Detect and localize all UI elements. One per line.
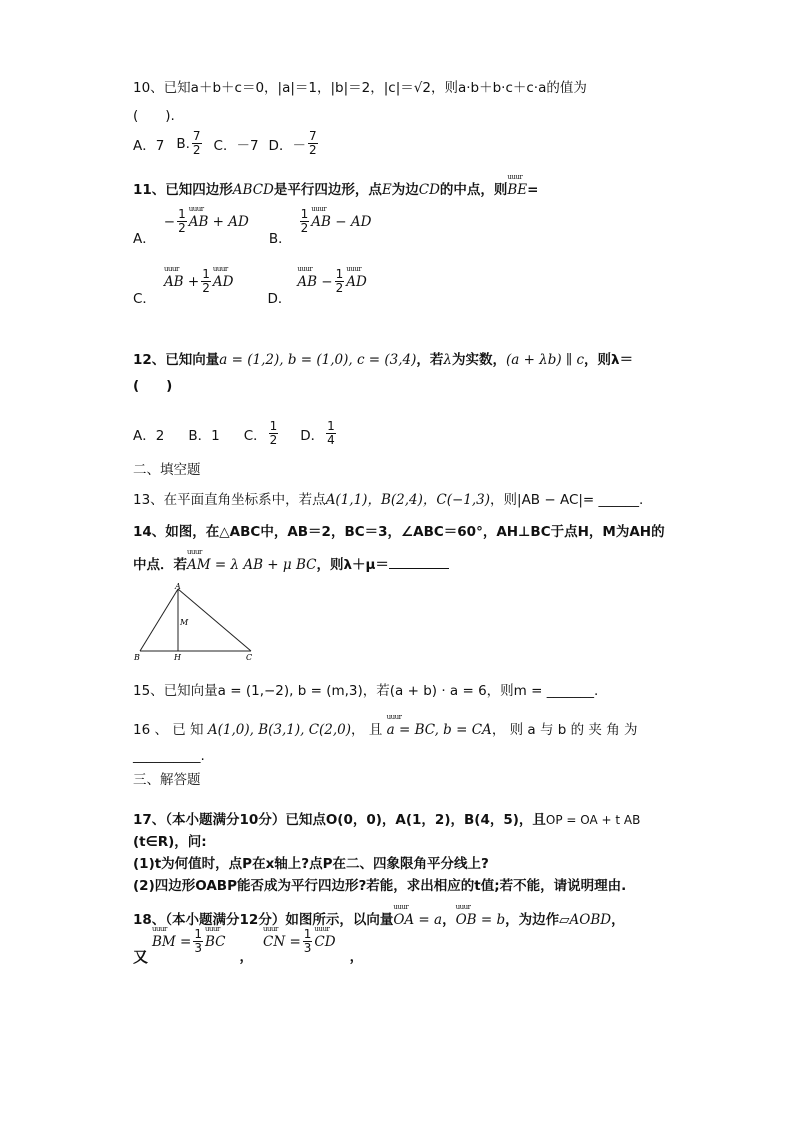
q18-bm: uuur BM =	[152, 934, 191, 950]
q11-option-a-expr	[164, 208, 249, 235]
q11-c-rest: uuur AD	[213, 274, 234, 290]
q14-triangle-figure	[130, 580, 260, 664]
q10-stem: 10、已知a＋b＋c＝0，|a|＝1，|b|＝2，|c|＝√2，则a·b＋b·c＋c·a的值为	[133, 80, 587, 96]
q14-line2	[133, 553, 449, 573]
frac-num: 7	[192, 129, 201, 143]
frac-num: 1	[303, 927, 312, 941]
q11-stem-mid2: 为边	[391, 182, 419, 198]
q16-line1-pre: 16 、 已 知	[133, 722, 204, 738]
q10-option-d-frac	[308, 130, 318, 157]
q14-line2-expr: uuur AM = λ AB + μ BC	[187, 557, 316, 573]
frac-den: 4	[327, 433, 335, 447]
q11-b-label: B．	[268, 231, 292, 247]
q10-paren: ( ).	[133, 108, 175, 124]
q11-e: E	[381, 182, 392, 198]
q18-cn: uuur CN =	[263, 934, 301, 950]
frac-num: 1	[327, 419, 335, 433]
q11-c-frac	[201, 268, 211, 295]
section-fill-in-title: 二、填空题	[133, 462, 201, 478]
q10-option-d-label: D．－	[268, 137, 306, 154]
q12-option-c-label: C．	[243, 427, 267, 444]
q12-stem-pre: 12、已知向量	[133, 352, 220, 368]
q18-bm-frac	[193, 928, 203, 955]
q11-c-pre: uuur AB +	[164, 274, 199, 290]
q10-option-c: C．－7	[213, 137, 259, 154]
q14-line2-pre: 中点．若	[133, 557, 187, 573]
q10-option-a: A．7	[133, 137, 165, 154]
q16-points: A(1,0), B(3,1), C(2,0)	[207, 722, 352, 738]
q11-d-frac	[335, 268, 345, 295]
q11-options-cd	[133, 267, 367, 309]
segment-ac	[178, 589, 251, 651]
q18-comma-2: ，	[239, 949, 254, 965]
q11-be: uuur BE	[507, 182, 527, 198]
frac-num: 7	[308, 129, 317, 143]
frac-den: 2	[192, 143, 201, 157]
frac-den: 2	[202, 281, 210, 295]
q11-eq: =	[527, 182, 539, 198]
label-a: A	[175, 582, 181, 591]
q11-a-rest: uuur AB + AD	[189, 214, 249, 230]
frac-den: 3	[303, 941, 312, 955]
q11-stem-end: 的中点，则	[439, 182, 508, 198]
q12-option-d-label: D．	[300, 427, 325, 444]
frac-den: 2	[300, 221, 309, 235]
q18-bm-expr	[152, 928, 226, 955]
q11-b-frac	[300, 208, 310, 235]
q12-vectors: a = (1,2), b = (1,0), c = (3,4)	[219, 352, 417, 368]
q11-d-label: D．	[267, 291, 292, 307]
q12-condition: (a + λb) ∥ c	[505, 352, 585, 368]
frac-den: 2	[335, 281, 344, 295]
q11-option-c-expr	[164, 268, 234, 295]
q18-line1-pre: 18、（本小题满分12分）如图所示，以向量	[133, 912, 394, 928]
q18-cn-expr	[263, 928, 336, 955]
frac-den: 2	[178, 221, 186, 235]
q16-line2: __________.	[133, 748, 205, 764]
q10-options	[133, 130, 320, 157]
q16-line1-end: ， 则 a 与 b 的 夹 角 为	[491, 722, 638, 738]
q12-stem-end: ，则λ＝	[584, 352, 634, 368]
q17-line4: (2)四边形OABP能否成为平行四边形?若能，求出相应的t值;若不能，请说明理由.	[133, 878, 627, 894]
q18-cn-frac	[303, 928, 313, 955]
q16-vectors: uuur a = BC, b = CA	[387, 722, 492, 738]
q12-stem	[133, 348, 633, 368]
q12-option-d-frac	[326, 420, 336, 447]
frac-num: 1	[269, 419, 278, 433]
q11-a-frac	[177, 208, 187, 235]
q12-stem-mid2: 为实数，	[451, 352, 506, 368]
q18-comma: ，	[611, 912, 625, 928]
q12-option-a: A．2	[133, 427, 165, 444]
q11-options-ab	[133, 207, 372, 249]
q18-comma-3: ，	[349, 949, 364, 965]
q11-stem	[133, 178, 538, 198]
q14-line2-end: ，则λ＋μ＝	[316, 557, 389, 573]
q12-option-b: B．1	[188, 427, 220, 444]
q16-line1	[133, 718, 638, 738]
q18-vector-oa: uuur OA = a	[393, 912, 442, 928]
q11-stem-pre: 11、已知四边形	[133, 182, 233, 198]
q11-a-label: A．	[133, 231, 156, 247]
label-h: H	[174, 653, 181, 662]
q12-options	[133, 420, 338, 447]
q13-stem	[133, 488, 643, 508]
q17-line2: (t∈R)，问:	[133, 834, 207, 850]
section-solve-title: 三、解答题	[133, 772, 201, 788]
q10-option-b-frac	[192, 130, 202, 157]
segment-ab	[140, 589, 178, 651]
q13-points: A(1,1)，B(2,4)，C(−1,3)	[325, 492, 491, 508]
q13-stem-text: 13、在平面直角坐标系中，若点	[133, 492, 326, 508]
frac-den: 2	[308, 143, 317, 157]
q18-bc: uuur BC	[205, 934, 226, 950]
q14-answer-blank[interactable]	[389, 568, 449, 569]
frac-num: 1	[178, 207, 186, 221]
q11-cd: CD	[418, 182, 440, 198]
q14-line1: 14、如图，在△ABC中，AB＝2，BC＝3，∠ABC＝60°，AH⊥BC于点H，M为AH的	[133, 524, 665, 540]
q18-parallelogram: ▱AOBD	[559, 912, 612, 928]
label-m: M	[180, 618, 189, 627]
q17-line3: (1)t为何值时，点P在x轴上?点P在二、四象限角平分线上?	[133, 856, 489, 872]
q11-d-rest: uuur AD	[346, 274, 367, 290]
q11-option-b-expr	[298, 208, 372, 235]
q13-stem-end: ，则|AB − AC|= ______.	[490, 492, 644, 508]
q18-line1-end: ，为边作	[505, 912, 560, 928]
q12-lambda: λ	[443, 352, 452, 368]
q10-option-b-label: B.	[176, 135, 190, 152]
q17-line1-text: 17、（本小题满分10分）已知点O(0，0)，A(1，2)，B(4，5)，且	[133, 812, 546, 828]
q11-c-label: C．	[133, 291, 156, 307]
q12-option-c-frac	[269, 420, 279, 447]
q18-line2	[133, 927, 364, 967]
label-c: C	[246, 653, 253, 662]
q16-line1-mid: ， 且	[351, 722, 383, 738]
frac-num: 1	[194, 927, 203, 941]
frac-den: 2	[269, 433, 278, 447]
frac-num: 1	[202, 267, 210, 281]
q18-vector-ob: uuur OB = b	[456, 912, 506, 928]
q11-d-pre: uuur AB −	[297, 274, 332, 290]
frac-den: 3	[194, 941, 203, 955]
q12-stem-mid: ，若	[416, 352, 444, 368]
q18-line2-pre: 又	[133, 948, 149, 966]
q11-abcd: ABCD	[232, 182, 274, 198]
q11-stem-mid1: 是平行四边形，点	[273, 182, 382, 198]
q18-sep: ，	[442, 912, 456, 928]
q12-paren: ( )	[133, 378, 173, 394]
q15-stem: 15、已知向量a = (1,−2), b = (m,3)，若(a + b) · a = 6，则m = _______.	[133, 683, 599, 699]
q11-a-pre: −	[163, 213, 176, 230]
frac-num: 1	[300, 207, 309, 221]
q11-option-d-expr	[297, 268, 367, 295]
q11-b-rest: uuur AB − AD	[311, 214, 371, 230]
q18-cd: uuur CD	[314, 934, 335, 950]
q17-line1	[133, 808, 640, 828]
q17-vector-equation: OP = OA + t AB	[545, 813, 641, 827]
frac-num: 1	[335, 267, 344, 281]
label-b: B	[134, 653, 140, 662]
